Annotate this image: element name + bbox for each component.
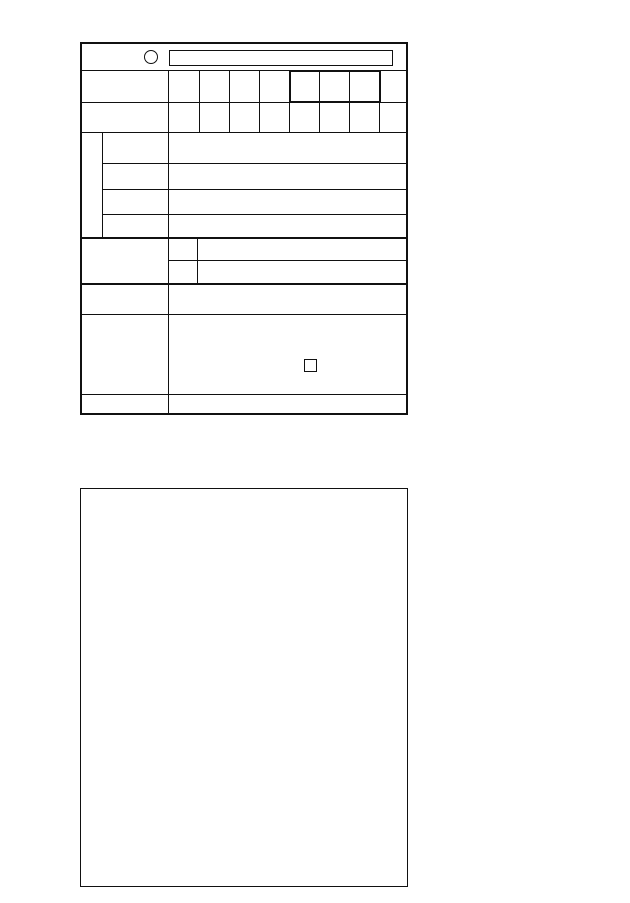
seal-mark: [304, 359, 317, 372]
certificate-title: [169, 50, 393, 66]
check-digit-box: [289, 70, 381, 103]
certificate-front: [80, 42, 408, 415]
nyu-mark: [144, 50, 158, 64]
certificate-back: [80, 488, 408, 887]
